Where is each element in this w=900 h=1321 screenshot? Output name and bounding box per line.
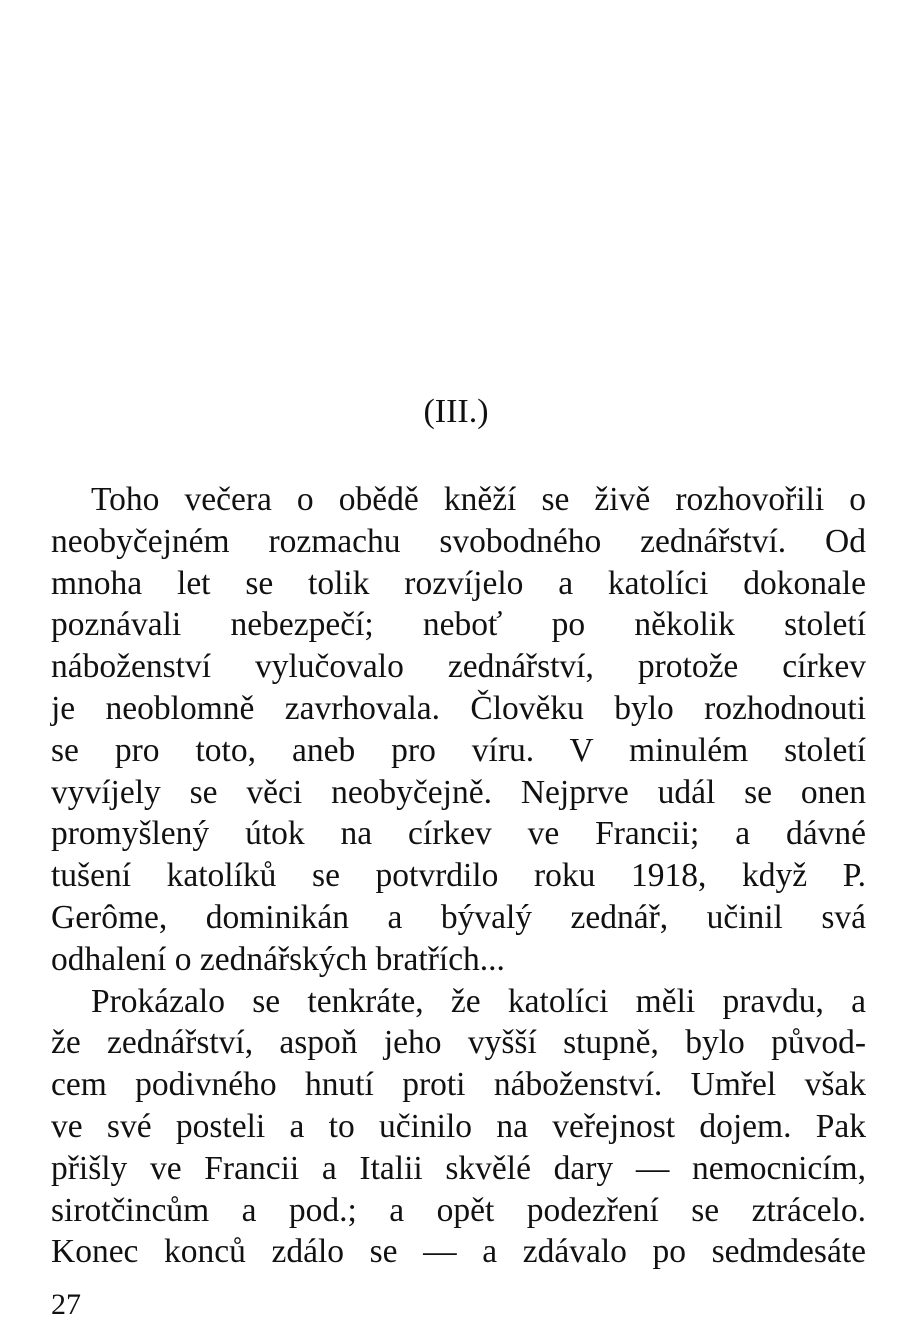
text-line: cem podivného hnutí proti náboženství. Umřel však (51, 1066, 866, 1104)
text-line: je neoblomně zavrhovala. Člověku bylo rozhodnouti (51, 689, 866, 727)
text-line: ve své posteli a to učinilo na veřejnost dojem. Pak (51, 1107, 866, 1145)
text-line: Prokázalo se tenkráte, že katolíci měli pravdu, a (91, 982, 866, 1020)
text-line: přišly ve Francii a Italii skvělé dary — nemocnicím, (51, 1149, 866, 1187)
text-line: tušení katolíků se potvrdilo roku 1918, když P. (51, 857, 866, 895)
text-line: že zednářství, aspoň jeho vyšší stupně, bylo původ- (51, 1024, 866, 1062)
page-number: 27 (51, 1288, 81, 1321)
text-line: poznávali nebezpečí; neboť po několik století (51, 606, 866, 644)
text-line: vyvíjely se věci neobyčejně. Nejprve udál se onen (51, 773, 866, 811)
text-line: Toho večera o obědě kněží se živě rozhovořili o (91, 481, 866, 518)
text-line: promyšlený útok na církev ve Francii; a dávné (51, 815, 866, 853)
text-line: Gerôme, dominikán a bývalý zednář, učinil svá (51, 898, 866, 936)
text-line: neobyčejném rozmachu svobodného zednářství. Od (51, 522, 866, 560)
text-line: sirotčincům a pod.; a opět podezření se ztrácelo. (51, 1191, 866, 1229)
chapter-heading: (III.) (423, 393, 489, 430)
text-line: Konec konců zdálo se — a zdávalo po sedmdesáte (51, 1233, 866, 1271)
body-text (51, 479, 866, 1273)
paragraph-2 (51, 981, 866, 1274)
text-line: mnoha let se tolik rozvíjelo a katolíci dokonale (51, 564, 866, 602)
text-line: odhalení o zednářských bratřích... (51, 940, 505, 978)
text-line: se pro toto, aneb pro víru. V minulém století (51, 731, 866, 769)
text-line: náboženství vylučovalo zednářství, protože církev (51, 648, 866, 686)
paragraph-1 (51, 479, 866, 981)
